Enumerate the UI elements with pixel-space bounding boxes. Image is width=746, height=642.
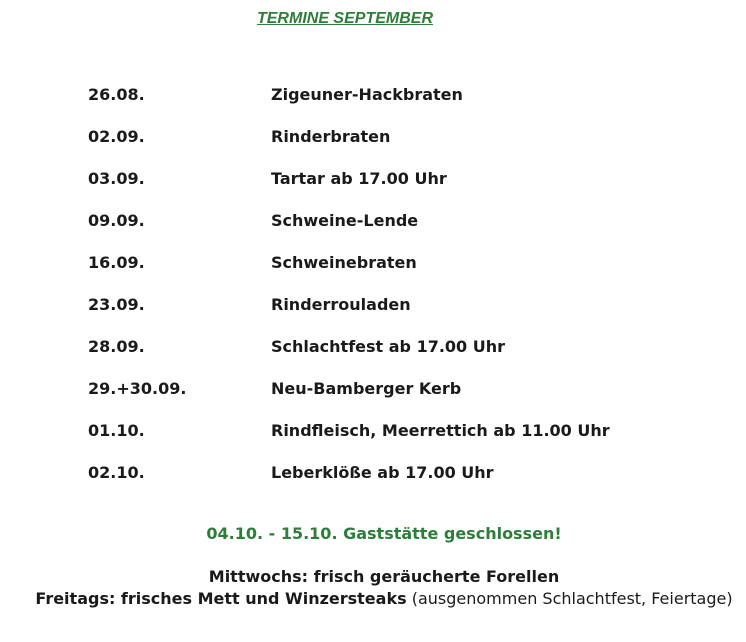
schedule-list bbox=[88, 84, 708, 504]
schedule-event: Schweinebraten bbox=[271, 253, 417, 272]
schedule-event: Rindfleisch, Meerrettich ab 11.00 Uhr bbox=[271, 421, 610, 440]
schedule-event: Tartar ab 17.00 Uhr bbox=[271, 169, 447, 188]
schedule-date: 16.09. bbox=[88, 253, 145, 272]
schedule-event: Leberklöße ab 17.00 Uhr bbox=[271, 463, 494, 482]
schedule-row bbox=[88, 378, 708, 420]
schedule-date: 23.09. bbox=[88, 295, 145, 314]
wednesday-notice: Mittwochs: frisch geräucherte Forellen bbox=[208, 567, 560, 586]
schedule-row bbox=[88, 210, 708, 252]
closure-notice: 04.10. - 15.10. Gaststätte geschlossen! bbox=[206, 524, 562, 543]
schedule-date: 09.09. bbox=[88, 211, 145, 230]
schedule-date: 26.08. bbox=[88, 85, 145, 104]
friday-notice bbox=[0, 589, 746, 608]
friday-notice-main: Freitags: frisches Mett und Winzersteaks bbox=[35, 589, 407, 608]
schedule-date: 29.+30.09. bbox=[88, 379, 187, 398]
schedule-date: 02.09. bbox=[88, 127, 145, 146]
schedule-event: Rinderbraten bbox=[271, 127, 391, 146]
schedule-date: 01.10. bbox=[88, 421, 145, 440]
schedule-row bbox=[88, 294, 708, 336]
schedule-row bbox=[88, 462, 708, 504]
schedule-event: Zigeuner-Hackbraten bbox=[271, 85, 463, 104]
schedule-row bbox=[88, 336, 708, 378]
schedule-date: 28.09. bbox=[88, 337, 145, 356]
schedule-date: 03.09. bbox=[88, 169, 145, 188]
schedule-row bbox=[88, 84, 708, 126]
schedule-row bbox=[88, 420, 708, 462]
schedule-row bbox=[88, 126, 708, 168]
schedule-event: Neu-Bamberger Kerb bbox=[271, 379, 462, 398]
schedule-date: 02.10. bbox=[88, 463, 145, 482]
page-title: TERMINE SEPTEMBER bbox=[256, 10, 433, 27]
schedule-event: Rinderrouladen bbox=[271, 295, 411, 314]
schedule-row bbox=[88, 168, 708, 210]
schedule-event: Schlachtfest ab 17.00 Uhr bbox=[271, 337, 506, 356]
friday-notice-exception: (ausgenommen Schlachtfest, Feiertage) bbox=[411, 589, 733, 608]
schedule-event: Schweine-Lende bbox=[271, 211, 419, 230]
schedule-row bbox=[88, 252, 708, 294]
